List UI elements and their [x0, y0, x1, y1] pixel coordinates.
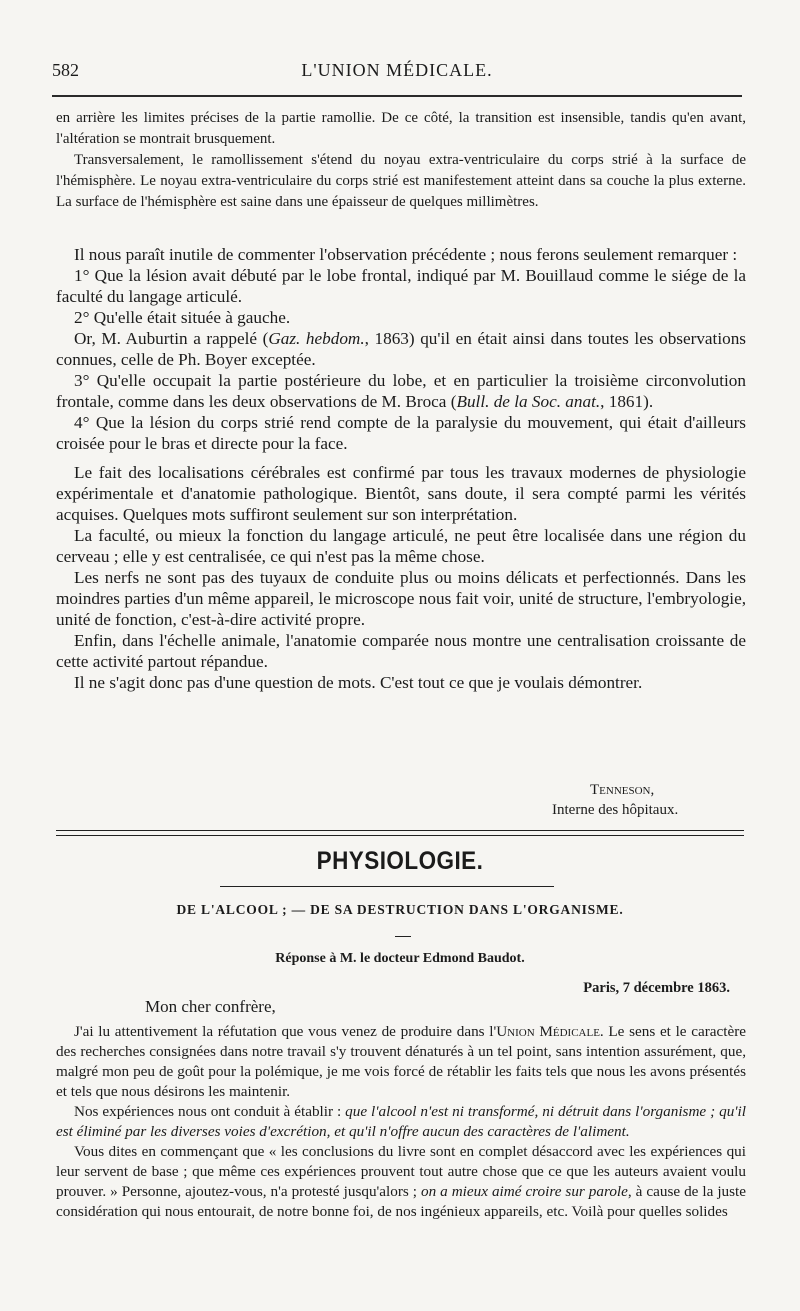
section-title: PHYSIOLOGIE.: [316, 847, 484, 875]
paragraph: Transversalement, le ramollissement s'étend du noyau extra-ventriculaire du corps strié à la surface de l'hémisphère. Le noyau extra-ventriculaire du corps strié est manifestement atteint dans sa couche la plus externe. La surface de l'hémisphère est saine dans une épaisseur de quelques millimètres.: [56, 152, 746, 210]
paragraph: 3° Qu'elle occupait la partie postérieure du lobe, et en particulier la troisième circonvolution frontale, comme dans les deux observations de M. Broca (Bull. de la Soc. anat., 1861).: [56, 371, 746, 411]
paragraph: Il ne s'agit donc pas d'une question de mots. C'est tout ce que je voulais démontrer.: [74, 673, 643, 692]
title-rule: [220, 886, 554, 887]
page-header: [52, 60, 742, 88]
header-rule: [52, 95, 742, 97]
letter-date: Paris, 7 décembre 1863.: [583, 980, 730, 996]
signature-role: Interne des hôpitaux.: [552, 802, 679, 818]
paragraph: 2° Qu'elle était située à gauche.: [74, 308, 291, 327]
paragraph: Enfin, dans l'échelle animale, l'anatomie comparée nous montre une centralisation croissante de cette activité partout répandue.: [56, 631, 746, 671]
paragraph: Nos expériences nous ont conduit à établir : que l'alcool n'est ni transformé, ni détruit dans l'organisme ; qu'il est éliminé par les diverses voies d'excrétion, et qu'il n'offre aucun des caractères de l'aliment.: [56, 1103, 746, 1140]
paragraph: Or, M. Auburtin a rappelé (Gaz. hebdom., 1863) qu'il en était ainsi dans toutes les observations connues, celle de Ph. Boyer exceptée.: [56, 329, 746, 369]
paragraph: 4° Que la lésion du corps strié rend compte de la paralysie du mouvement, qui était d'ailleurs croisée pour le bras et directe pour la face.: [56, 413, 746, 453]
article-title: DE L'ALCOOL ; — DE SA DESTRUCTION DANS L'ORGANISME.: [176, 902, 624, 917]
paragraph: en arrière les limites précises de la partie ramollie. De ce côté, la transition est insensible, tandis qu'en avant, l'altération se montrait brusquement.: [56, 110, 746, 147]
reply-heading: Réponse à M. le docteur Edmond Baudot.: [275, 951, 525, 966]
section-rule: [56, 830, 744, 831]
signature-name: Tenneson,: [590, 782, 655, 798]
commentary: [56, 244, 746, 693]
journal-title: L'UNION MÉDICALE.: [301, 60, 493, 80]
top-text: [56, 108, 746, 213]
paragraph: J'ai lu attentivement la réfutation que vous venez de produire dans l'Union Médicale. Le sens et le caractère des recherches consignées dans notre travail s'y trouvent dénaturés à un tel point, sans intention assurément, que, malgré mon peu de goût pour la polémique, je me vois forcé de rétablir les faits tels que nous les avons présentés et tels que nous désirons les maintenir.: [56, 1023, 747, 1100]
paragraph: 1° Que la lésion avait débuté par le lobe frontal, indiqué par M. Bouillaud comme le siége de la faculté du langage articulé.: [56, 266, 746, 306]
paragraph: Les nerfs ne sont pas des tuyaux de conduite plus ou moins délicats et perfectionnés. Dans les moindres parties d'un même appareil, le microscope nous fait voir, unité de structure, l'embryologie, unité de fonction, c'est-à-dire activité propre.: [56, 568, 746, 629]
paragraph: Vous dites en commençant que « les conclusions du livre sont en complet désaccord avec les expériences qui leur servent de base ; que même ces expériences prouvent tout autre chose que ce que les auteurs avaient voulu prouver. » Personne, ajoutez-vous, n'a protesté jusqu'alors ; on a mieux aimé croire sur parole, à cause de la juste considération qui nous entourait, de notre bonne foi, de nos ingénieux appareils, etc. Voilà pour quelles solides: [56, 1143, 746, 1220]
salutation: Mon cher confrère,: [145, 997, 276, 1016]
letter-body: [56, 1022, 746, 1222]
short-rule: [395, 936, 411, 937]
paragraph: Le fait des localisations cérébrales est confirmé par tous les travaux modernes de physiologie expérimentale et d'anatomie pathologique. Bientôt, sans doute, il sera compté parmi les vérités acquises. Quelques mots suffiront seulement sur son interprétation.: [56, 463, 746, 524]
section-rule: [56, 835, 744, 836]
paragraph: Il nous paraît inutile de commenter l'observation précédente ; nous ferons seulement remarquer :: [74, 245, 738, 264]
page-number: 582: [52, 60, 79, 80]
paragraph: La faculté, ou mieux la fonction du langage articulé, ne peut être localisée dans une région du cerveau ; elle y est centralisée, ce qui n'est pas la même chose.: [56, 526, 746, 566]
